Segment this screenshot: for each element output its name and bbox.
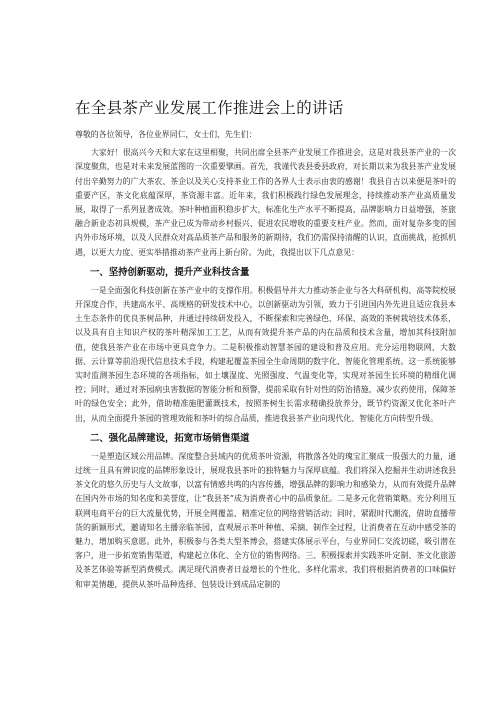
- page-title: 在全县茶产业发展工作推进会上的讲话: [75, 99, 344, 117]
- section-heading: 一、坚持创新驱动，提升产业科技含量: [90, 266, 250, 278]
- section-paragraph: 一是塑造区域公用品牌。深度整合县域内的优质茶叶资源，将散落各处的瑰宝汇聚成一股强大的力量，通过统一且具有辨识度的品牌形象设计，展现我县茶叶的独特魅力与深厚底蕴。我们将深入挖掘并生动讲述我县茶文化的悠久历史与人文故事，以富有情感共鸣的内容传播，增强品牌的影响力和感染力，从而有效提升品牌在国内外市场的知名度和美誉度，让“我县茶”成为消费者心中的品质象征。二是多元化营销策略。充分利用互联网电商平台的巨大流量优势，开展全网覆盖、精准定位的网络营销活动；同时，紧跟时代潮流，借助直播带货的新颖形式，邀请知名主播亲临茶园，直观展示茶叶种植、采摘、制作全过程，让消费者在互动中感受茶的魅力，增加购买意愿。此外，积极参与各类大型茶博会，搭建实体展示平台，与业界同仁交流切磋，吸引潜在客户，进一步拓宽销售渠道，构建起立体化、全方位的销售网络。三、积极探索并实践茶叶定制、茶文化旅游及茶艺体验等新型消费模式。满足现代消费者日益增长的个性化、多样化需求，我们将根据消费者的口味偏好和审美情趣，提供从茶叶品种选择、包装设计到成品定制的: [75, 451, 456, 589]
- intro-paragraph: 大家好！很高兴今天和大家在这里相聚，共同出席全县茶产业发展工作推进会，这是对我县茶产业的一次深度聚焦，也是对未来发展蓝图的一次重要擘画。首先，我谨代表县委县政府，对长期以来为我县茶产业发展付出辛勤努力的广大茶农、茶企以及关心支持茶业工作的各界人士表示由衷的感谢！我县自古以来便是茶叶的重要产区，茶文化底蕴深厚，茶资源丰富。近年来，我们积极践行绿色发展理念，持续推动茶产业高质量发展，取得了一系列显著成效。茶叶种植面积稳步扩大，标准化生产水平不断提高，品牌影响力日益增强，茶旅融合新业态初具规模，茶产业已成为带动乡村振兴、促进农民增收的重要支柱产业。然而，面对复杂多变的国内外市场环境，以及人民群众对高品质茶产品和服务的新期待，我们仍需保持清醒的认识，直面挑战，抢抓机遇，以更大力度、更实举措推动茶产业再上新台阶。为此，我提出以下几点意见：: [75, 148, 456, 257]
- section-paragraph: 一是全面强化科技创新在茶产业中的支撑作用。积极倡导并大力推动茶企业与各大科研机构、高等院校展开深度合作，共建高水平、高规格的研发技术中心，以创新驱动为引领，致力于引进国内外先进且适应我县本土生态条件的优良茶树品种，并通过持续研发投入，不断探索和完善绿色、环保、高效的茶树栽培技术体系，以及具有自主知识产权的茶叶精深加工工艺，从而有效提升茶产品的内在品质和技术含量，增加其科技附加值，使我县茶产业在市场中更具竞争力。二是积极推动智慧茶园的建设和普及应用。充分运用物联网、大数据、云计算等前沿现代信息技术手段，构建起覆盖茶园全生命周期的数字化、智能化管理系统。这一系统能够实时监测茶园生态环境的各项指标，如土壤湿度、光照强度、气温变化等，实现对茶园生长环境的精细化调控；同时，通过对茶园病虫害数据的智能分析和预警，提前采取有针对性的防治措施，减少农药使用，保障茶叶的绿色安全；此外，借助精准施肥灌溉技术，按照茶树生长需求精确投放养分，既节约资源又优化茶叶产出，从而全面提升茶园的管理效能和茶叶的综合品质，推进我县茶产业向现代化、智能化方向转型升级。: [75, 285, 456, 423]
- section-heading: 二、强化品牌建设，拓宽市场销售渠道: [90, 432, 250, 444]
- greeting: 尊敬的各位领导，各位业界同仁，女士们、先生们：: [75, 130, 257, 139]
